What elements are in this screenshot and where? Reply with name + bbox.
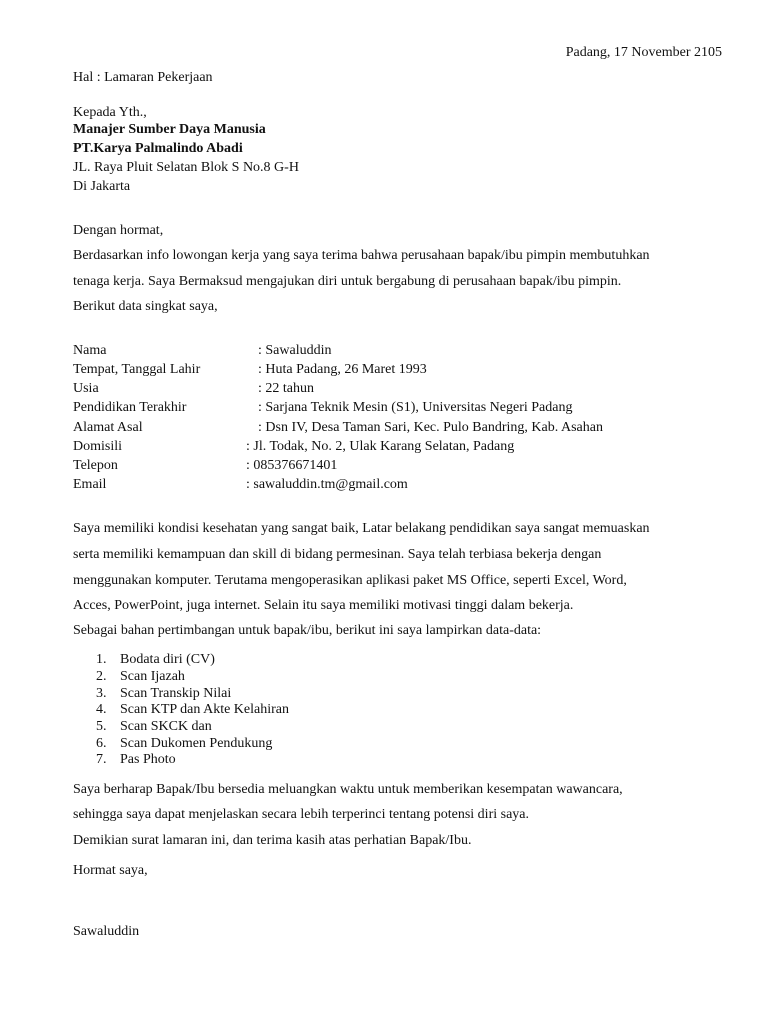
opening-line-1: Berdasarkan info lowongan kerja yang saya terima bahwa perusahaan bapak/ibu pimpin membutuhkan — [73, 248, 650, 263]
subject-line: Hal : Lamaran Pekerjaan — [73, 70, 213, 85]
field-value: : 085376671401 — [246, 458, 338, 473]
skills-line-1: Saya memiliki kondisi kesehatan yang sangat baik, Latar belakang pendidikan saya sangat memuaskan — [73, 521, 650, 536]
recipient-city: Di Jakarta — [73, 179, 131, 194]
field-value: : sawaluddin.tm@gmail.com — [246, 477, 408, 492]
field-label: Alamat Asal — [73, 420, 143, 435]
closing-line-1: Saya berharap Bapak/Ibu bersedia meluangkan waktu untuk memberikan kesempatan wawancara, — [73, 782, 623, 797]
field-label: Tempat, Tanggal Lahir — [73, 362, 201, 377]
list-number: 4. — [96, 702, 107, 717]
list-text: Scan SKCK dan — [120, 719, 212, 734]
place-date: Padang, 17 November 2105 — [565, 45, 722, 60]
attachments-intro: Sebagai bahan pertimbangan untuk bapak/ibu, berikut ini saya lampirkan data-data: — [73, 623, 542, 638]
field-label: Email — [73, 477, 107, 492]
field-value: : Dsn IV, Desa Taman Sari, Kec. Pulo Bandring, Kab. Asahan — [258, 420, 603, 435]
signoff: Hormat saya, — [73, 863, 148, 878]
list-text: Bodata diri (CV) — [120, 652, 215, 667]
field-label: Nama — [73, 343, 107, 358]
opening-line-2: tenaga kerja. Saya Bermaksud mengajukan diri untuk bergabung di perusahaan bapak/ibu pimpin. — [73, 274, 622, 289]
recipient-greeting: Kepada Yth., — [73, 105, 147, 120]
field-label: Telepon — [73, 458, 118, 473]
closing-line-2: sehingga saya dapat menjelaskan secara lebih terperinci tentang potensi diri saya. — [73, 807, 529, 822]
skills-line-2: serta memiliki kemampuan dan skill di bidang permesinan. Saya telah terbiasa bekerja dengan — [73, 547, 602, 562]
salutation: Dengan hormat, — [73, 223, 164, 238]
opening-line-3: Berikut data singkat saya, — [73, 299, 218, 314]
field-value: : 22 tahun — [258, 381, 314, 396]
recipient-address: JL. Raya Pluit Selatan Blok S No.8 G-H — [73, 160, 299, 175]
field-label: Usia — [73, 381, 99, 396]
field-value: : Sarjana Teknik Mesin (S1), Universitas Negeri Padang — [258, 400, 573, 415]
list-number: 2. — [96, 669, 107, 684]
recipient-position: Manajer Sumber Daya Manusia — [73, 122, 266, 137]
field-label: Domisili — [73, 439, 123, 454]
list-text: Scan Dukomen Pendukung — [120, 736, 273, 751]
list-text: Scan KTP dan Akte Kelahiran — [120, 702, 289, 717]
list-number: 1. — [96, 652, 107, 667]
list-number: 6. — [96, 736, 107, 751]
signature-name: Sawaluddin — [73, 924, 140, 939]
list-text: Scan Transkip Nilai — [120, 686, 232, 701]
list-text: Pas Photo — [120, 752, 176, 767]
list-text: Scan Ijazah — [120, 669, 185, 684]
list-number: 5. — [96, 719, 107, 734]
field-value: : Huta Padang, 26 Maret 1993 — [258, 362, 427, 377]
field-value: : Jl. Todak, No. 2, Ulak Karang Selatan, Padang — [246, 439, 515, 454]
skills-line-4: Acces, PowerPoint, juga internet. Selain itu saya memiliki motivasi tinggi dalam bekerja. — [73, 598, 574, 613]
field-label: Pendidikan Terakhir — [73, 400, 187, 415]
list-number: 3. — [96, 686, 107, 701]
skills-line-3: menggunakan komputer. Terutama mengoperasikan aplikasi paket MS Office, seperti Excel, Word, — [73, 573, 627, 588]
list-number: 7. — [96, 752, 107, 767]
thanks-line: Demikian surat lamaran ini, dan terima kasih atas perhatian Bapak/Ibu. — [73, 833, 472, 848]
field-value: : Sawaluddin — [258, 343, 332, 358]
recipient-company: PT.Karya Palmalindo Abadi — [73, 141, 243, 156]
